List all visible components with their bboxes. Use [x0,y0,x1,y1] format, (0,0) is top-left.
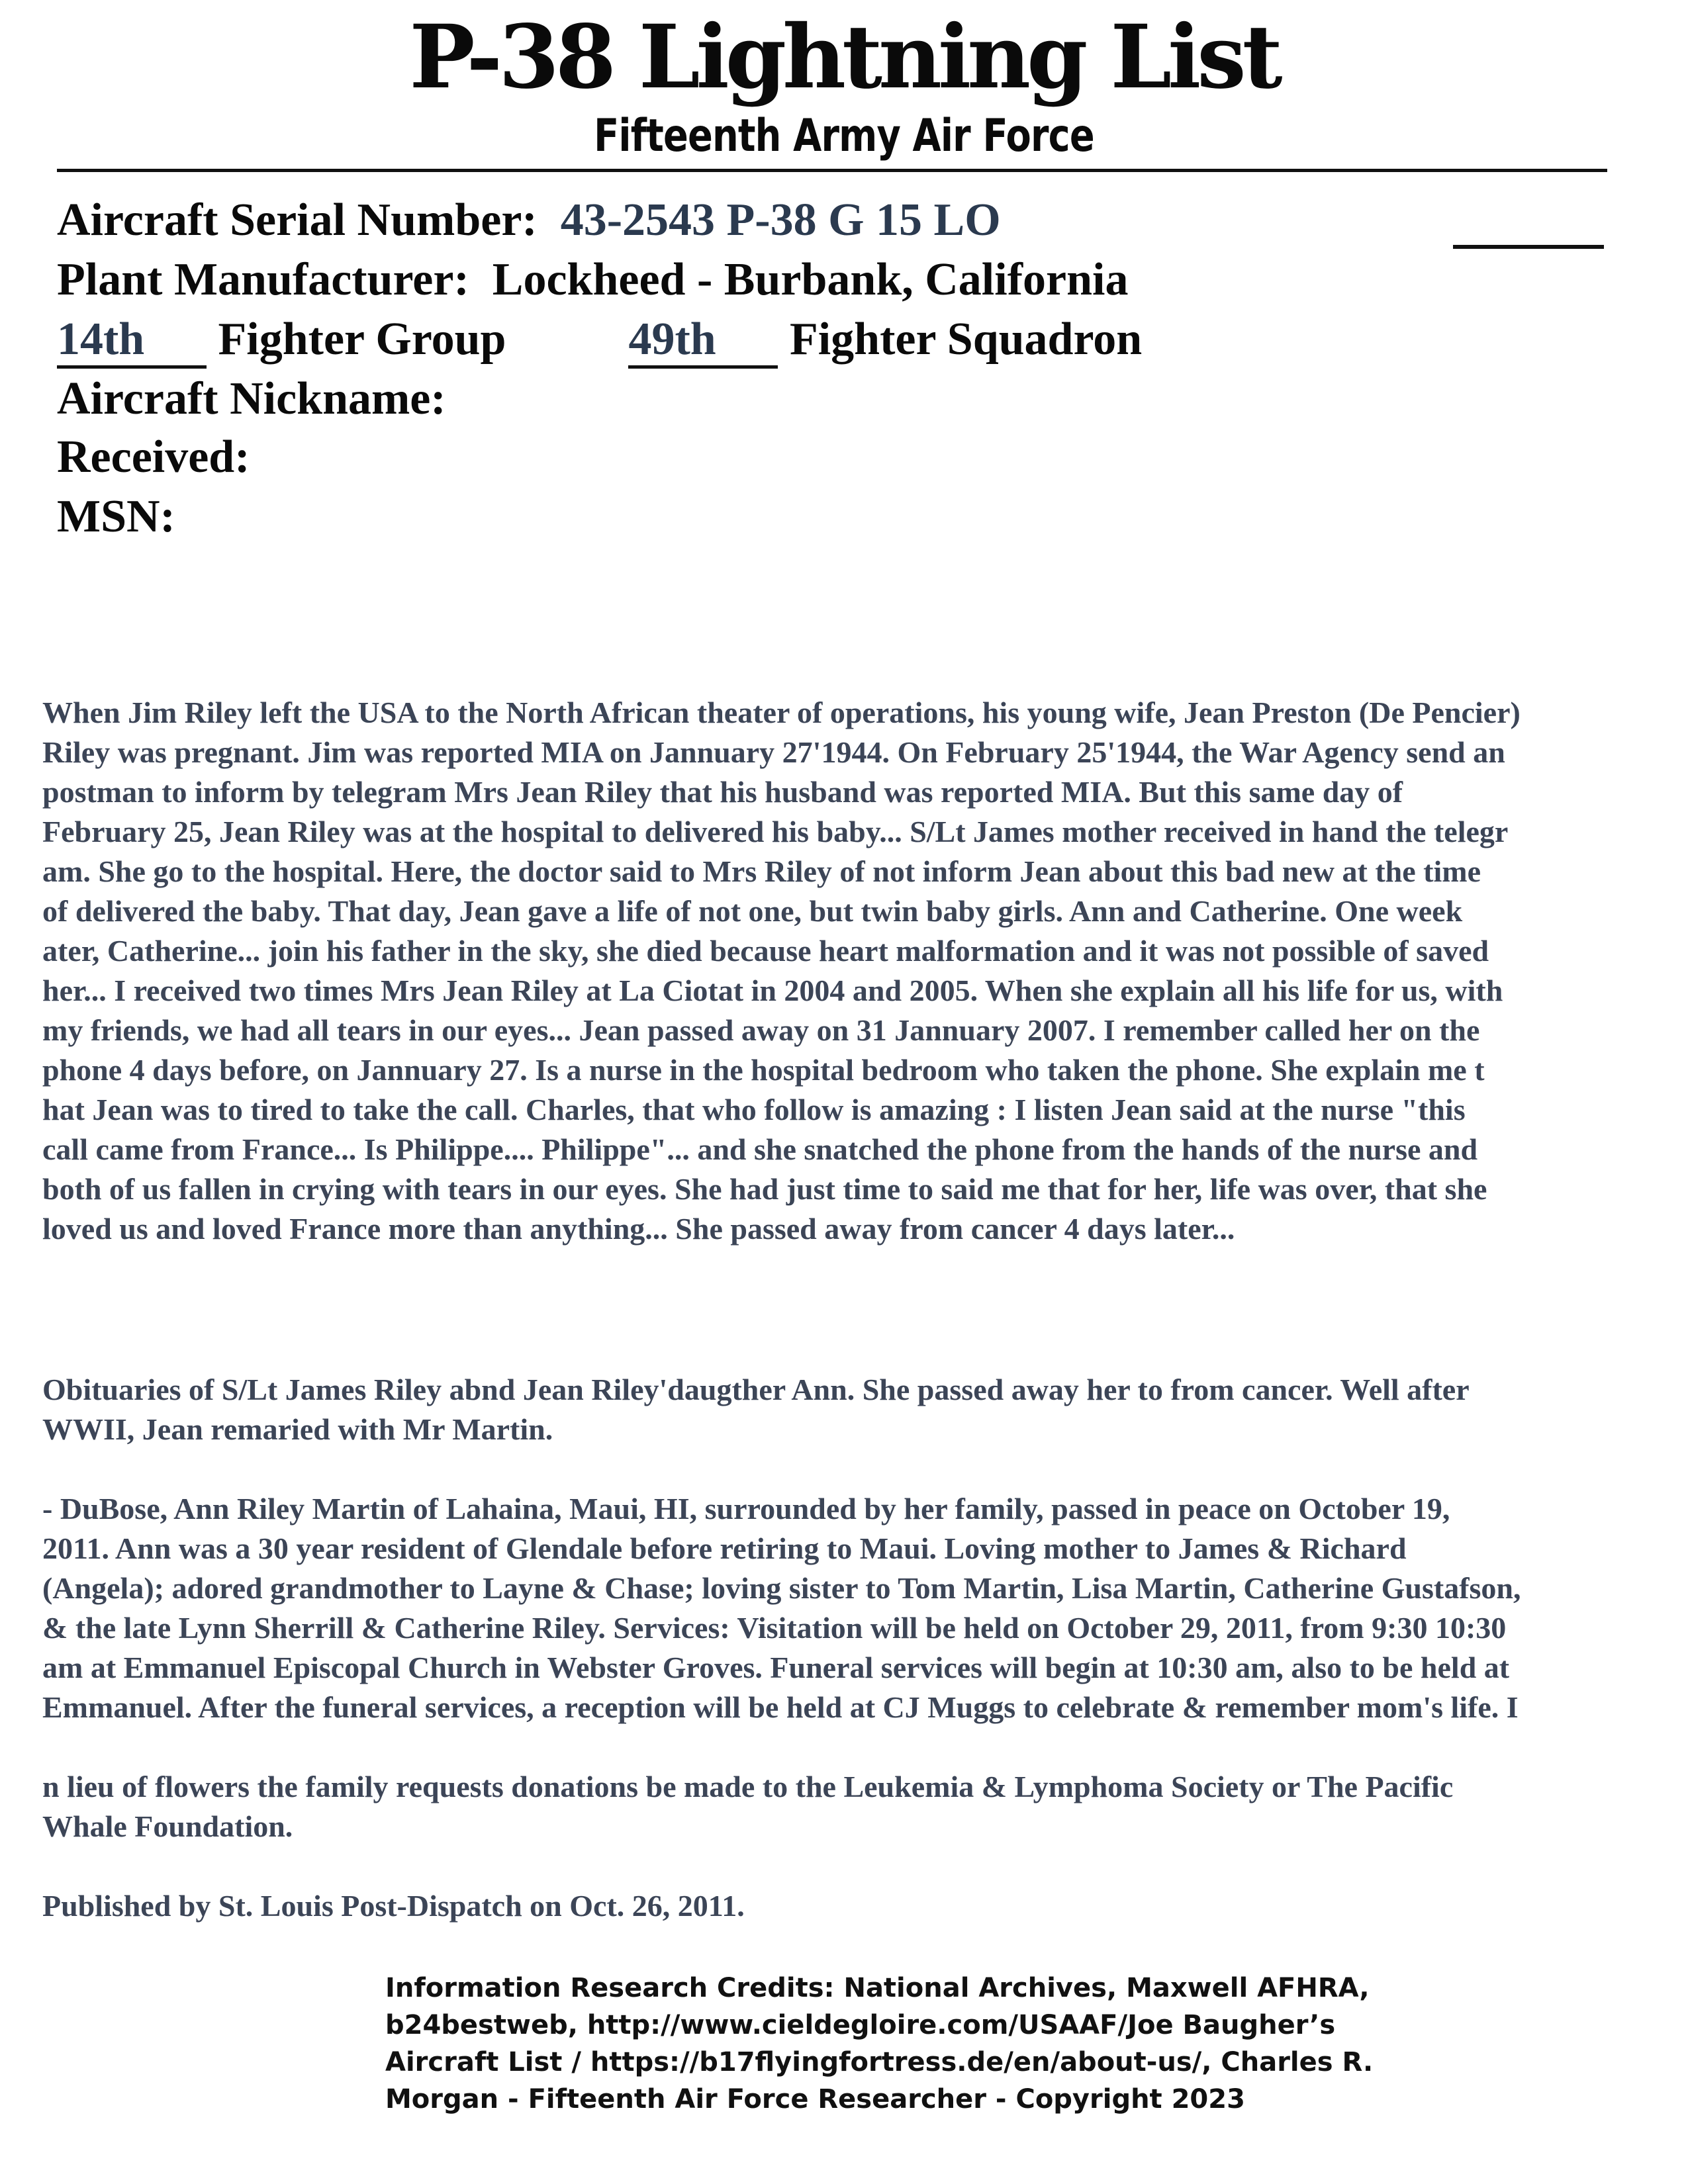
obituary-closing [42,1767,1651,1846]
obituary-closing-line: Whale Foundation. [42,1809,293,1843]
plant-label: Plant Manufacturer: [57,254,469,305]
group-number: 14th [57,314,207,369]
publication-note [42,1886,1651,1926]
story-line: both of us fallen in crying with tears in our eyes. She had just time to said me that for her, life was over, that she [42,1172,1487,1206]
story-line: loved us and loved France more than anything... She passed away from cancer 4 days later... [42,1212,1235,1246]
squadron-number: 49th [628,314,778,369]
serial-label: Aircraft Serial Number: [57,195,538,246]
credits-line: b24bestweb, http://www.cieldegloire.com/USAAF/Joe Baugher’s [385,2010,1336,2040]
page-subtitle: Fifteenth Army Air Force [594,110,1094,162]
story-line: of delivered the baby. That day, Jean gave a life of not one, but twin baby girls. Ann and Catherine. One week [42,894,1463,928]
story-paragraph [42,693,1651,1249]
received-label: Received: [57,432,250,482]
research-credits [385,1970,1378,2118]
story-line: hat Jean was to tired to take the call. Charles, that who follow is amazing : I listen Jean said at the nurse "this [42,1093,1466,1126]
obituary-line: 2011. Ann was a 30 year resident of Glendale before retiring to Maui. Loving mother to James & Richard [42,1531,1407,1565]
obituary-closing-line: n lieu of flowers the family requests donations be made to the Leukemia & Lymphoma Society or The Pacific [42,1770,1454,1803]
story-line: her... I received two times Mrs Jean Riley at La Ciotat in 2004 and 2005. When she explain all his life for us, with [42,974,1503,1007]
serial-blank-line [1453,199,1604,249]
obituary-line: & the late Lynn Sherrill & Catherine Riley. Services: Visitation will be held on October 29, 2011, from 9:30 10:30 [42,1611,1507,1645]
story-line: am. She go to the hospital. Here, the doctor said to Mrs Riley of not inform Jean about this bad new at the time [42,854,1481,888]
serial-row [57,191,1001,250]
serial-value: 43-2543 P-38 G 15 LO [560,195,1001,246]
obituary-intro-line: Obituaries of S/Lt James Riley abnd Jean Riley'daugther Ann. She passed away her to from cancer. Well after [42,1373,1470,1406]
page-title: P-38 Lightning List [409,6,1279,109]
group-row [57,310,1142,369]
story-line: phone 4 days before, on Jannuary 27. Is a nurse in the hospital bedroom who taken the phone. She explain me t [42,1053,1485,1087]
story-line: February 25, Jean Riley was at the hospital to delivered his baby... S/Lt James mother received in hand the telegr [42,815,1509,848]
obituary-intro [42,1370,1651,1449]
obituary-line: Emmanuel. After the funeral services, a reception will be held at CJ Muggs to celebrate & remember mom's life. I [42,1690,1519,1724]
story-line: postman to inform by telegram Mrs Jean Riley that his husband was reported MIA. But this same day of [42,775,1403,809]
plant-value: Lockheed - Burbank, California [492,254,1129,305]
obituary-line: - DuBose, Ann Riley Martin of Lahaina, Maui, HI, surrounded by her family, passed in peace on October 19, [42,1492,1450,1525]
story-line: Riley was pregnant. Jim was reported MIA on Jannuary 27'1944. On February 25'1944, the War Agency send an [42,735,1505,769]
published-line: Published by St. Louis Post-Dispatch on Oct. 26, 2011. [42,1889,745,1923]
obituary-line: (Angela); adored grandmother to Layne & Chase; loving sister to Tom Martin, Lisa Martin, Catherine Gustafson, [42,1571,1521,1605]
credits-line: Information Research Credits: National Archives, Maxwell AFHRA, [385,1973,1370,2003]
obituary-intro-line: WWII, Jean remaried with Mr Martin. [42,1412,553,1446]
obituary-line: am at Emmanuel Episcopal Church in Webster Groves. Funeral services will begin at 10:30 am, also to be held at [42,1651,1510,1684]
squadron-label: Fighter Squadron [789,314,1143,365]
obituary-body [42,1489,1651,1727]
story-line: call came from France... Is Philippe.... Philippe"... and she snatched the phone from the hands of the nurse and [42,1132,1478,1166]
header-rule [57,169,1607,172]
credits-line: Aircraft List / https://b17flyingfortress.de/en/about-us/, Charles R. [385,2047,1374,2077]
nickname-label: Aircraft Nickname: [57,373,446,424]
credits-line: Morgan - Fifteenth Air Force Researcher - Copyright 2023 [385,2084,1245,2115]
story-line: When Jim Riley left the USA to the North African theater of operations, his young wife, Jean Preston (De Pencier) [42,696,1521,729]
story-line: my friends, we had all tears in our eyes... Jean passed away on 31 Jannuary 2007. I remember called her on the [42,1013,1480,1047]
story-line: ater, Catherine... join his father in the sky, she died because heart malformation and it was not possible of saved [42,934,1489,968]
msn-label: MSN: [57,491,175,542]
plant-row [57,250,1128,310]
group-label: Fighter Group [218,314,506,365]
